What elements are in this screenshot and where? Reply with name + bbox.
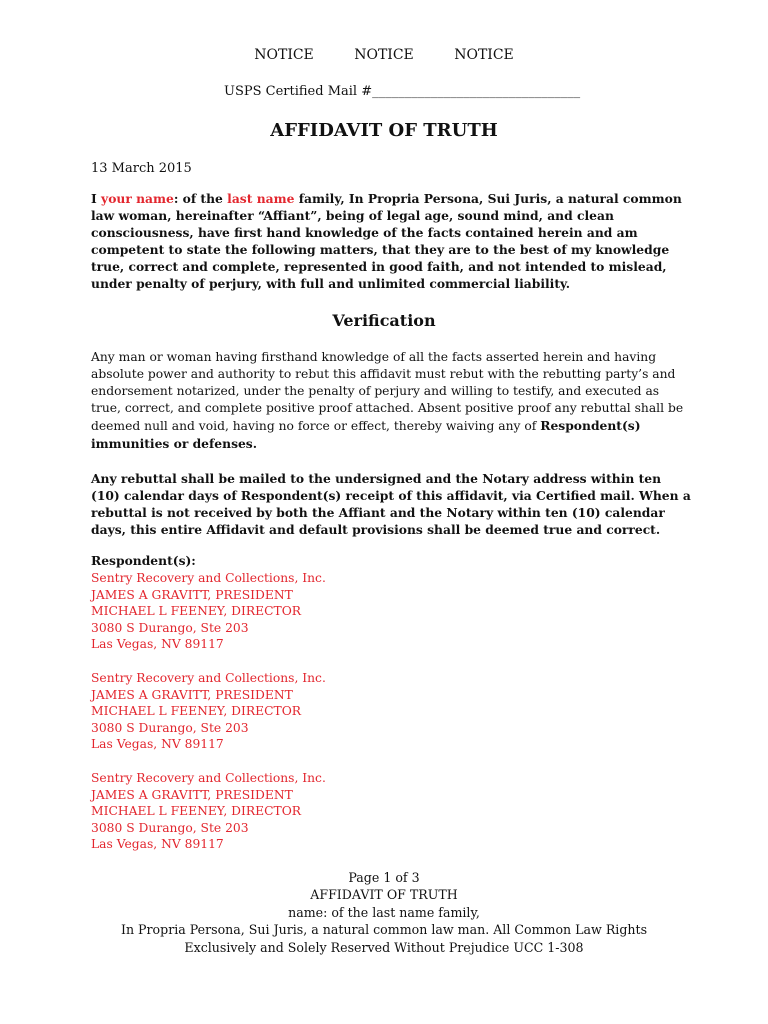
respondents-label: Respondent(s): [91,553,196,568]
respondent-company: Sentry Recovery and Collections, Inc. [91,571,326,585]
verification-text: Any man or woman having firsthand knowledge of all the facts asserted herein and having absolute power and authority to rebut this affidavit must rebut with the rebutting party’s and endorsement notarized, under the penalty of perjury and willing to testify, and executed as true, correct, and complete positive proof attached. Absent positive proof any rebuttal shall be deemed null and void, having no force or effect, thereby waiving any of [91,350,684,433]
document-date: 13 March 2015 [91,161,192,176]
footer-rights-line: In Propria Persona, Sui Juris, a natural common law man. All Common Law Rights [120,922,648,938]
intro-of-the: : of the [173,191,228,206]
respondent-director: MICHAEL L FEENEY, DIRECTOR [91,804,302,819]
respondent-city: Las Vegas, NV 89117 [91,737,224,752]
verification-paragraph [91,349,691,453]
respondent-president: JAMES A GRAVITT, PRESIDENT [91,787,293,802]
respondent-company: Sentry Recovery and Collections, Inc. [91,771,326,785]
your-name-placeholder: your name [101,191,174,206]
respondent-street: 3080 S Durango, Ste 203 [91,820,249,835]
footer-name-line: name: of the last name family, [288,904,480,920]
notice-header [0,47,768,63]
verification-bold-text: Respondent(s) immunities or defenses. [91,418,641,451]
rebuttal-paragraph: Any rebuttal shall be mailed to the undersigned and the Notary address within ten (10) calendar days of Respondent(s) receipt of this affidavit, via Certified mail. When a rebuttal is not received by both the Affiant and the Notary within ten (10) calendar days, this entire Affidavit and default provisions shall be deemed true and correct. [91,471,691,537]
notice-label: NOTICE [354,47,414,63]
respondent-company: Sentry Recovery and Collections, Inc. [91,671,326,685]
notice-label: NOTICE [254,47,314,63]
verification-heading: Verification [332,311,436,330]
respondent-address-block [91,570,326,653]
document-title: AFFIDAVIT OF TRUTH [270,120,498,141]
notice-label: NOTICE [454,47,514,63]
respondent-address-block [91,670,326,753]
intro-body: family, In Propria Persona, Sui Juris, a natural common law woman, hereinafter “Affiant”, being of legal age, sound mind, and clean consciousness, have first hand knowledge of the facts contained herein and am competent to state the following matters, that they are to the best of my knowledge true, correct and complete, represented in good faith, and not intended to mislead, under penalty of perjury, with full and unlimited commercial liability. [91,191,682,291]
respondent-street: 3080 S Durango, Ste 203 [91,720,249,735]
last-name-placeholder: last name [227,191,295,206]
respondent-director: MICHAEL L FEENEY, DIRECTOR [91,704,302,719]
respondent-director: MICHAEL L FEENEY, DIRECTOR [91,604,302,619]
page-number: Page 1 of 3 [348,870,420,885]
respondent-street: 3080 S Durango, Ste 203 [91,620,249,635]
intro-paragraph [91,190,691,292]
page-footer [0,869,768,956]
footer-reserved-line: Exclusively and Solely Reserved Without Prejudice UCC 1-308 [184,939,584,955]
respondent-president: JAMES A GRAVITT, PRESIDENT [91,587,293,602]
intro-prefix: I [91,191,102,206]
respondent-president: JAMES A GRAVITT, PRESIDENT [91,687,293,702]
usps-certified-mail-line: USPS Certified Mail #________________________________ [224,84,581,99]
respondent-city: Las Vegas, NV 89117 [91,837,224,852]
respondent-city: Las Vegas, NV 89117 [91,637,224,652]
respondent-address-block [91,770,326,853]
footer-title: AFFIDAVIT OF TRUTH [310,887,458,903]
